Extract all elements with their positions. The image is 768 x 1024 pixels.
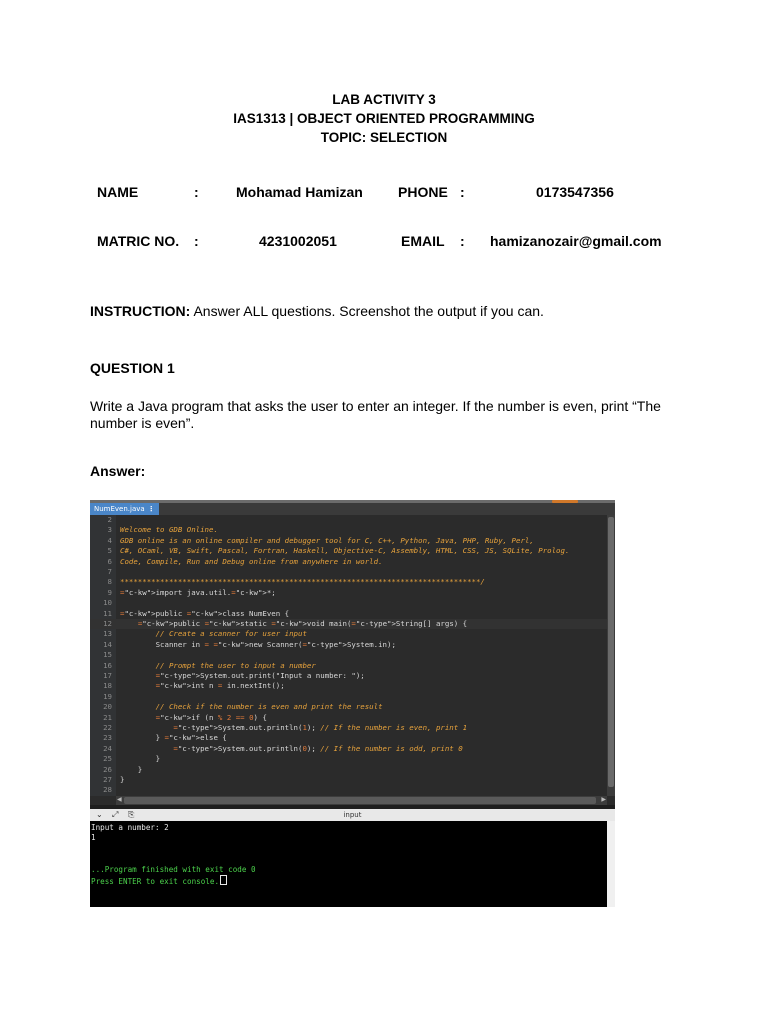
- code-text: C#, OCaml, VB, Swift, Pascal, Fortran, Haskell, Objective-C, Assembly, HTML, CSS, JS, SQLite, Prolog.: [120, 546, 570, 556]
- line-number: 17: [103, 671, 112, 680]
- code-line[interactable]: [90, 733, 607, 743]
- line-number: 10: [103, 598, 112, 608]
- code-text: ="c-type">System.out.print("Input a number: ");: [155, 671, 365, 680]
- scrollbar-thumb[interactable]: [608, 517, 614, 787]
- phone-label: PHONE: [398, 184, 448, 200]
- horizontal-scrollbar-thumb[interactable]: [124, 797, 596, 804]
- console-cursor: [220, 875, 227, 885]
- line-number: 13: [103, 629, 112, 639]
- code-text: Code, Compile, Run and Debug online from anywhere in world.: [120, 556, 383, 566]
- email-label: EMAIL: [401, 233, 445, 249]
- code-line[interactable]: [90, 692, 607, 702]
- code-text: ="c-kw">if (n % 2 == 0) {: [155, 712, 267, 722]
- code-text: *********************************************************************************/: [120, 577, 485, 587]
- instruction-label: INSTRUCTION:: [90, 303, 191, 319]
- email-colon: :: [460, 233, 465, 249]
- code-text: // Prompt the user to input a number: [155, 660, 316, 670]
- code-line[interactable]: [90, 765, 607, 775]
- code-text: Scanner in = ="c-kw">new Scanner(="c-type">System.in);: [120, 639, 396, 649]
- line-number: 2: [107, 515, 112, 524]
- code-text: }: [120, 775, 125, 784]
- console-line: 1: [91, 833, 96, 843]
- line-number: 25: [103, 754, 112, 764]
- ide-screenshot: [90, 500, 615, 907]
- line-number: 4: [107, 535, 112, 545]
- line-number: 8: [107, 577, 112, 587]
- code-line[interactable]: [90, 775, 607, 785]
- code-line[interactable]: [90, 629, 607, 639]
- line-number: 26: [103, 764, 112, 774]
- code-line[interactable]: [90, 723, 607, 733]
- code-line[interactable]: [90, 577, 607, 587]
- line-number: 11: [103, 608, 112, 618]
- console-scrollbar[interactable]: [607, 821, 615, 907]
- line-number: 16: [103, 660, 112, 670]
- line-number: 24: [103, 743, 112, 753]
- scroll-right-icon[interactable]: ▶: [601, 797, 606, 803]
- code-text: GDB online is an online compiler and debugger tool for C, C++, Python, Java, PHP, Ruby, Perl,: [120, 535, 534, 545]
- code-line[interactable]: [90, 650, 607, 660]
- code-line[interactable]: [90, 661, 607, 671]
- code-text: ="c-kw">import java.util.="c-kw">*;: [120, 587, 276, 597]
- line-number: 21: [103, 712, 112, 722]
- topic-title: TOPIC: SELECTION: [320, 130, 448, 145]
- expand-icon[interactable]: ⤢: [112, 810, 119, 819]
- editor-tab[interactable]: [90, 503, 159, 515]
- line-number: 5: [107, 546, 112, 556]
- console-line: Input a number: 2: [91, 823, 169, 832]
- code-line[interactable]: [90, 702, 607, 712]
- code-line[interactable]: [90, 546, 607, 556]
- answer-label: Answer:: [90, 463, 146, 479]
- console-toolbar: [90, 809, 615, 821]
- editor-vertical-scrollbar[interactable]: [607, 515, 615, 796]
- instruction-text: Answer ALL questions. Screenshot the output if you can.: [190, 303, 544, 319]
- collapse-icon[interactable]: ⌄: [96, 810, 103, 819]
- question-text-line-2: number is even”.: [90, 415, 195, 431]
- line-number: 19: [103, 691, 112, 701]
- question-title: QUESTION 1: [90, 360, 175, 376]
- console-line: ...Program finished with exit code 0: [91, 864, 256, 874]
- code-line[interactable]: [90, 588, 607, 598]
- code-editor[interactable]: [90, 515, 607, 796]
- code-text: Welcome to GDB Online.: [120, 525, 218, 535]
- line-number: 7: [107, 567, 112, 576]
- editor-tab-label: NumEven.java: [94, 505, 145, 513]
- matric-label: MATRIC NO.: [97, 233, 180, 249]
- code-line[interactable]: [90, 754, 607, 764]
- line-number: 27: [103, 775, 112, 784]
- line-number: 12: [103, 619, 112, 628]
- name-value: Mohamad Hamizan: [236, 184, 363, 200]
- email-value: hamizanozair@gmail.com: [490, 233, 662, 249]
- phone-value: 0173547356: [536, 184, 614, 200]
- code-line[interactable]: [90, 598, 607, 608]
- line-number: 22: [103, 723, 112, 732]
- tab-menu-icon[interactable]: ⋮: [147, 505, 155, 513]
- line-number: 23: [103, 733, 112, 743]
- code-line[interactable]: [90, 567, 607, 577]
- phone-colon: :: [460, 184, 465, 200]
- code-line[interactable]: [90, 515, 607, 525]
- code-line[interactable]: [90, 609, 607, 619]
- output-console[interactable]: [90, 821, 607, 907]
- code-text: }: [120, 764, 143, 774]
- console-title: input: [343, 811, 362, 819]
- editor-tab-bar: [90, 503, 615, 515]
- code-text: // Create a scanner for user input: [155, 629, 307, 639]
- code-text: ="c-type">System.out.println(0); // If the number is odd, print 0: [173, 743, 463, 753]
- code-line[interactable]: [90, 681, 607, 691]
- copy-icon[interactable]: ⎘: [128, 810, 135, 819]
- line-number: 15: [103, 650, 112, 660]
- line-number: 28: [103, 785, 112, 795]
- course-title: IAS1313 | OBJECT ORIENTED PROGRAMMING: [233, 111, 535, 126]
- console-line: Press ENTER to exit console.: [91, 875, 227, 887]
- scroll-left-icon[interactable]: ◀: [117, 797, 122, 803]
- code-line[interactable]: [90, 744, 607, 754]
- matric-colon: :: [194, 233, 199, 249]
- line-number: 3: [107, 525, 112, 535]
- question-text-line-1: Write a Java program that asks the user to enter an integer. If the number is even, print “The: [90, 398, 661, 414]
- code-line[interactable]: [90, 671, 607, 681]
- code-text: // Check if the number is even and print the result: [155, 702, 383, 712]
- code-text: ="c-type">System.out.println(1); // If the number is even, print 1: [173, 723, 468, 732]
- line-number: 6: [107, 556, 112, 566]
- line-number: 20: [103, 702, 112, 712]
- instruction: [90, 303, 544, 319]
- document-title: LAB ACTIVITY 3: [332, 92, 436, 107]
- matric-value: 4231002051: [259, 233, 337, 249]
- code-text: ="c-kw">int n = in.nextInt();: [155, 681, 285, 691]
- code-text: }: [120, 754, 161, 764]
- code-line[interactable]: [90, 713, 607, 723]
- code-line[interactable]: [90, 525, 607, 535]
- name-label: NAME: [97, 184, 139, 200]
- code-line[interactable]: [90, 785, 607, 795]
- code-line[interactable]: [90, 640, 607, 650]
- code-text: ="c-kw">public ="c-kw">class NumEven {: [120, 608, 290, 618]
- code-line[interactable]: [90, 557, 607, 567]
- code-line[interactable]: [90, 619, 607, 629]
- line-number: 9: [107, 587, 112, 597]
- code-text: } ="c-kw">else {: [120, 733, 227, 743]
- name-colon: :: [194, 184, 199, 200]
- code-text: ="c-kw">public ="c-kw">static ="c-kw">void main(="c-type">String[] args) {: [137, 619, 468, 628]
- line-number: 18: [103, 681, 112, 691]
- code-line[interactable]: [90, 536, 607, 546]
- line-number: 14: [103, 639, 112, 649]
- editor-horizontal-scrollbar[interactable]: [116, 796, 607, 805]
